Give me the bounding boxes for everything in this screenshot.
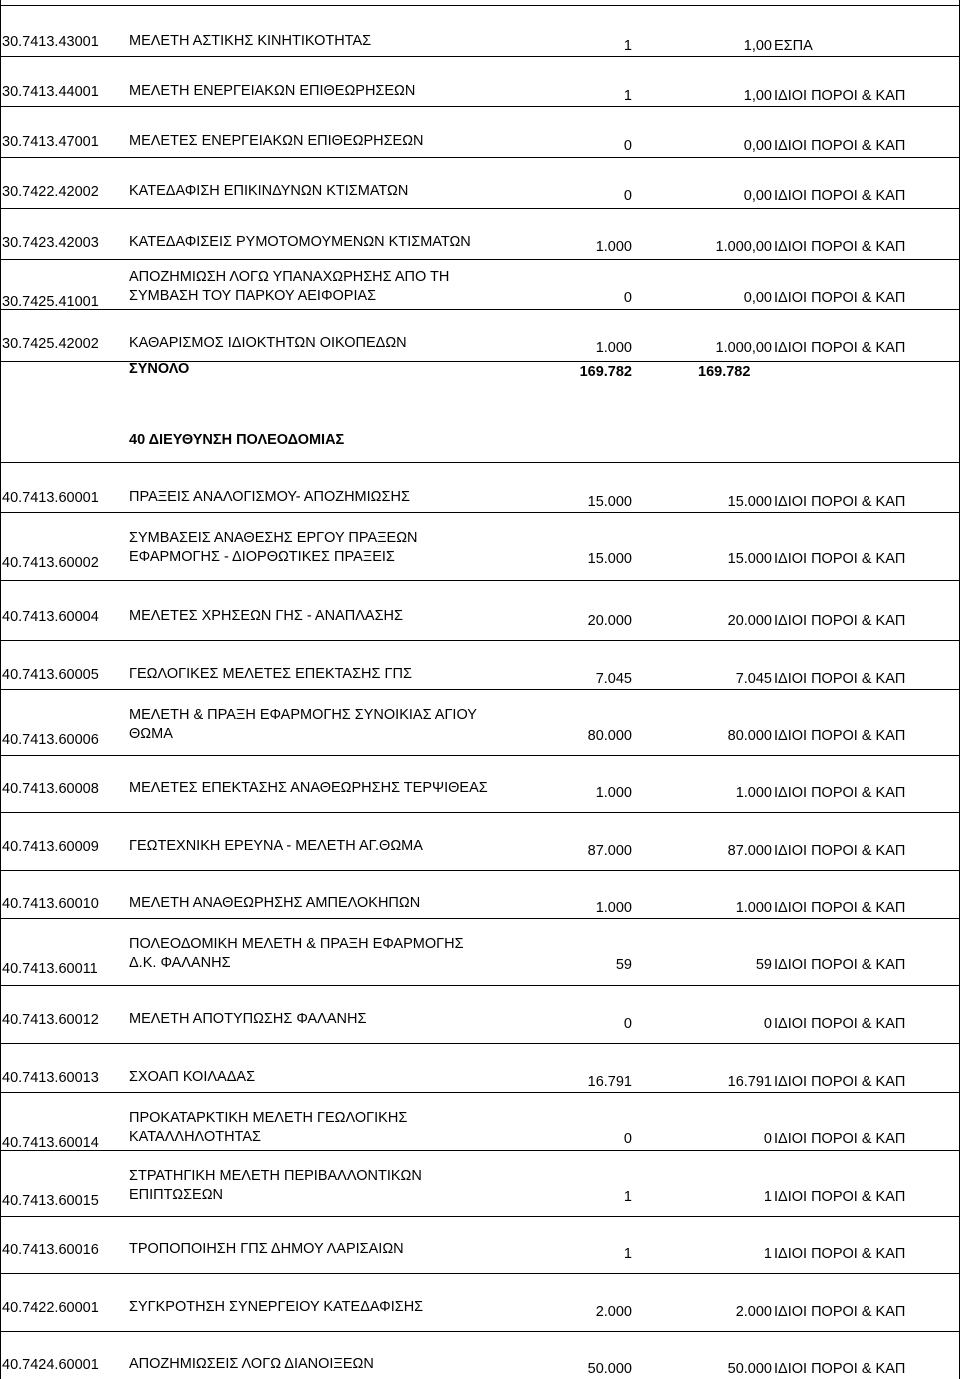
row-divider — [0, 1273, 960, 1274]
amount-2: 20.000 — [727, 613, 772, 629]
funding-source: ΙΔΙΟΙ ΠΟΡΟΙ & ΚΑΠ — [774, 239, 906, 255]
funding-source: ΙΔΙΟΙ ΠΟΡΟΙ & ΚΑΠ — [774, 290, 906, 306]
row-divider — [0, 918, 960, 919]
funding-source: ΙΔΙΟΙ ΠΟΡΟΙ & ΚΑΠ — [774, 613, 906, 629]
description: ΚΑΤΕΔΑΦΙΣΕΙΣ ΡΥΜΟΤΟΜΟΥΜΕΝΩΝ ΚΤΙΣΜΑΤΩΝ — [129, 234, 471, 250]
amount-2: 15.000 — [727, 551, 772, 567]
amount-2: 0,00 — [743, 290, 772, 306]
funding-source: ΙΔΙΟΙ ΠΟΡΟΙ & ΚΑΠ — [774, 494, 906, 510]
funding-source: ΙΔΙΟΙ ΠΟΡΟΙ & ΚΑΠ — [774, 1361, 906, 1377]
amount-1: 1.000 — [595, 900, 632, 916]
total-value-2: 169.782 — [698, 364, 751, 380]
amount-2: 1 — [763, 1189, 772, 1205]
amount-2: 1.000,00 — [715, 239, 772, 255]
amount-2: 0 — [763, 1131, 772, 1147]
account-code: 40.7413.60011 — [2, 961, 98, 977]
row-divider — [0, 157, 960, 158]
amount-1: 1.000 — [595, 239, 632, 255]
description: ΤΡΟΠΟΠΟΙΗΣΗ ΓΠΣ ΔΗΜΟΥ ΛΑΡΙΣΑΙΩΝ — [129, 1241, 404, 1257]
description: ΜΕΛΕΤΕΣ ΧΡΗΣΕΩΝ ΓΗΣ - ΑΝΑΠΛΑΣΗΣ — [129, 608, 403, 624]
account-code: 30.7425.42002 — [2, 336, 99, 352]
funding-source: ΙΔΙΟΙ ΠΟΡΟΙ & ΚΑΠ — [774, 340, 906, 356]
amount-1: 2.000 — [595, 1304, 632, 1320]
row-divider — [0, 309, 960, 310]
description: ΣΥΜΒΑΣΗ ΤΟΥ ΠΑΡΚΟΥ ΑΕΙΦΟΡΙΑΣ — [129, 288, 377, 304]
description: ΣΧΟΑΠ ΚΟΙΛΑΔΑΣ — [129, 1069, 256, 1085]
funding-source: ΙΔΙΟΙ ΠΟΡΟΙ & ΚΑΠ — [774, 843, 906, 859]
account-code: 40.7413.60010 — [2, 896, 99, 912]
funding-source: ΙΔΙΟΙ ΠΟΡΟΙ & ΚΑΠ — [774, 1304, 906, 1320]
total-label: ΣΥΝΟΛΟ — [129, 361, 190, 377]
description: ΠΡΑΞΕΙΣ ΑΝΑΛΟΓΙΣΜΟΥ- ΑΠΟΖΗΜΙΩΣΗΣ — [129, 489, 410, 505]
amount-1: 80.000 — [587, 728, 632, 744]
amount-2: 15.000 — [727, 494, 772, 510]
description: ΚΑΤΑΛΛΗΛΟΤΗΤΑΣ — [129, 1129, 261, 1145]
section-2-title: 40 ΔΙΕΥΘΥΝΣΗ ΠΟΛΕΟΔΟΜΙΑΣ — [129, 432, 345, 448]
description: ΕΦΑΡΜΟΓΗΣ - ΔΙΟΡΘΩΤΙΚΕΣ ΠΡΑΞΕΙΣ — [129, 549, 395, 565]
description: ΠΡΟΚΑΤΑΡΚΤΙΚΗ ΜΕΛΕΤΗ ΓΕΩΛΟΓΙΚΗΣ — [129, 1110, 408, 1126]
funding-source: ΙΔΙΟΙ ΠΟΡΟΙ & ΚΑΠ — [774, 138, 906, 154]
row-divider — [0, 985, 960, 986]
account-code: 30.7413.43001 — [2, 34, 99, 50]
funding-source: ΙΔΙΟΙ ΠΟΡΟΙ & ΚΑΠ — [774, 1016, 906, 1032]
amount-1: 87.000 — [587, 843, 632, 859]
description: ΚΑΤΕΔΑΦΙΣΗ ΕΠΙΚΙΝΔΥΝΩΝ ΚΤΙΣΜΑΤΩΝ — [129, 183, 409, 199]
amount-1: 1.000 — [595, 785, 632, 801]
row-divider — [0, 512, 960, 513]
amount-2: 1,00 — [743, 38, 772, 54]
description: ΜΕΛΕΤΕΣ ΕΝΕΡΓΕΙΑΚΩΝ ΕΠΙΘΕΩΡΗΣΕΩΝ — [129, 133, 424, 149]
description: ΑΠΟΖΗΜΙΩΣΕΙΣ ΛΟΓΩ ΔΙΑΝΟΙΞΕΩΝ — [129, 1356, 374, 1372]
amount-2: 16.791 — [727, 1074, 772, 1090]
funding-source: ΙΔΙΟΙ ΠΟΡΟΙ & ΚΑΠ — [774, 671, 906, 687]
amount-1: 50.000 — [587, 1361, 632, 1377]
row-divider — [0, 106, 960, 107]
row-divider — [0, 5, 960, 6]
description: ΑΠΟΖΗΜΙΩΣΗ ΛΟΓΩ ΥΠΑΝΑΧΩΡΗΣΗΣ ΑΠΟ ΤΗ — [129, 269, 450, 285]
funding-source: ΙΔΙΟΙ ΠΟΡΟΙ & ΚΑΠ — [774, 900, 906, 916]
row-divider — [0, 1331, 960, 1332]
amount-2: 1.000,00 — [715, 340, 772, 356]
account-code: 40.7413.60004 — [2, 609, 99, 625]
description: ΘΩΜΑ — [129, 726, 173, 742]
row-divider — [0, 755, 960, 756]
amount-1: 0 — [623, 1016, 632, 1032]
row-divider — [0, 1150, 960, 1151]
account-code: 40.7413.60013 — [2, 1070, 99, 1086]
amount-1: 0 — [623, 1131, 632, 1147]
amount-1: 1 — [623, 38, 632, 54]
amount-2: 7.045 — [735, 671, 772, 687]
account-code: 40.7413.60001 — [2, 490, 99, 506]
amount-1: 1 — [623, 1189, 632, 1205]
amount-2: 80.000 — [727, 728, 772, 744]
funding-source: ΕΣΠΑ — [774, 38, 813, 54]
amount-2: 1.000 — [735, 785, 772, 801]
amount-2: 87.000 — [727, 843, 772, 859]
description: ΜΕΛΕΤΗ ΑΝΑΘΕΩΡΗΣΗΣ ΑΜΠΕΛΟΚΗΠΩΝ — [129, 895, 421, 911]
amount-1: 20.000 — [587, 613, 632, 629]
account-code: 40.7422.60001 — [2, 1300, 99, 1316]
description: ΚΑΘΑΡΙΣΜΟΣ ΙΔΙΟΚΤΗΤΩΝ ΟΙΚΟΠΕΔΩΝ — [129, 335, 407, 351]
account-code: 40.7413.60015 — [2, 1193, 99, 1209]
row-divider — [0, 208, 960, 209]
amount-1: 0 — [623, 188, 632, 204]
description: ΣΥΓΚΡΟΤΗΣΗ ΣΥΝΕΡΓΕΙΟΥ ΚΑΤΕΔΑΦΙΣΗΣ — [129, 1299, 424, 1315]
amount-1: 16.791 — [587, 1074, 632, 1090]
row-divider — [0, 462, 960, 463]
funding-source: ΙΔΙΟΙ ΠΟΡΟΙ & ΚΑΠ — [774, 957, 906, 973]
amount-1: 15.000 — [587, 494, 632, 510]
amount-1: 0 — [623, 290, 632, 306]
amount-1: 7.045 — [595, 671, 632, 687]
account-code: 40.7413.60008 — [2, 781, 99, 797]
description: ΜΕΛΕΤΗ ΕΝΕΡΓΕΙΑΚΩΝ ΕΠΙΘΕΩΡΗΣΕΩΝ — [129, 83, 416, 99]
amount-1: 1.000 — [595, 340, 632, 356]
amount-1: 0 — [623, 138, 632, 154]
description: ΣΤΡΑΤΗΓΙΚΗ ΜΕΛΕΤΗ ΠΕΡΙΒΑΛΛΟΝΤΙΚΩΝ — [129, 1168, 422, 1184]
funding-source: ΙΔΙΟΙ ΠΟΡΟΙ & ΚΑΠ — [774, 188, 906, 204]
account-code: 40.7413.60005 — [2, 667, 99, 683]
account-code: 30.7423.42003 — [2, 235, 99, 251]
funding-source: ΙΔΙΟΙ ΠΟΡΟΙ & ΚΑΠ — [774, 1189, 906, 1205]
amount-2: 1,00 — [743, 88, 772, 104]
row-divider — [0, 259, 960, 260]
funding-source: ΙΔΙΟΙ ΠΟΡΟΙ & ΚΑΠ — [774, 728, 906, 744]
amount-1: 15.000 — [587, 551, 632, 567]
row-divider — [0, 870, 960, 871]
account-code: 40.7413.60016 — [2, 1242, 99, 1258]
description: ΜΕΛΕΤΗ ΑΠΟΤΥΠΩΣΗΣ ΦΑΛΑΝΗΣ — [129, 1011, 367, 1027]
amount-2: 2.000 — [735, 1304, 772, 1320]
total-value-1: 169.782 — [579, 364, 632, 380]
account-code: 30.7422.42002 — [2, 184, 99, 200]
row-divider — [0, 812, 960, 813]
row-divider — [0, 689, 960, 690]
description: ΠΟΛΕΟΔΟΜΙΚΗ ΜΕΛΕΤΗ & ΠΡΑΞΗ ΕΦΑΡΜΟΓΗΣ — [129, 936, 464, 952]
amount-2: 0,00 — [743, 138, 772, 154]
account-code: 40.7413.60002 — [2, 555, 99, 571]
funding-source: ΙΔΙΟΙ ΠΟΡΟΙ & ΚΑΠ — [774, 1246, 906, 1262]
account-code: 30.7413.44001 — [2, 84, 99, 100]
amount-2: 1 — [763, 1246, 772, 1262]
description: ΓΕΩΤΕΧΝΙΚΗ ΕΡΕΥΝΑ - ΜΕΛΕΤΗ ΑΓ.ΘΩΜΑ — [129, 838, 423, 854]
funding-source: ΙΔΙΟΙ ΠΟΡΟΙ & ΚΑΠ — [774, 551, 906, 567]
amount-1: 1 — [623, 1246, 632, 1262]
funding-source: ΙΔΙΟΙ ΠΟΡΟΙ & ΚΑΠ — [774, 1074, 906, 1090]
amount-2: 59 — [755, 957, 772, 973]
account-code: 40.7413.60014 — [2, 1135, 99, 1151]
account-code: 40.7413.60006 — [2, 732, 99, 748]
description: ΕΠΙΠΤΩΣΕΩΝ — [129, 1187, 224, 1203]
amount-2: 50.000 — [727, 1361, 772, 1377]
row-divider — [0, 580, 960, 581]
amount-2: 1.000 — [735, 900, 772, 916]
funding-source: ΙΔΙΟΙ ΠΟΡΟΙ & ΚΑΠ — [774, 1131, 906, 1147]
row-divider — [0, 56, 960, 57]
description: ΜΕΛΕΤΕΣ ΕΠΕΚΤΑΣΗΣ ΑΝΑΘΕΩΡΗΣΗΣ ΤΕΡΨΙΘΕΑΣ — [129, 780, 488, 796]
amount-2: 0 — [763, 1016, 772, 1032]
account-code: 40.7424.60001 — [2, 1357, 99, 1373]
account-code: 30.7425.41001 — [2, 294, 99, 310]
row-divider — [0, 1092, 960, 1093]
amount-1: 1 — [623, 88, 632, 104]
funding-source: ΙΔΙΟΙ ΠΟΡΟΙ & ΚΑΠ — [774, 785, 906, 801]
row-divider — [0, 1043, 960, 1044]
description: ΓΕΩΛΟΓΙΚΕΣ ΜΕΛΕΤΕΣ ΕΠΕΚΤΑΣΗΣ ΓΠΣ — [129, 666, 412, 682]
account-code: 40.7413.60012 — [2, 1012, 99, 1028]
row-divider — [0, 640, 960, 641]
account-code: 30.7413.47001 — [2, 134, 99, 150]
row-divider — [0, 1216, 960, 1217]
description: ΜΕΛΕΤΗ ΑΣΤΙΚΗΣ ΚΙΝΗΤΙΚΟΤΗΤΑΣ — [129, 33, 372, 49]
amount-2: 0,00 — [743, 188, 772, 204]
account-code: 40.7413.60009 — [2, 839, 99, 855]
amount-1: 59 — [615, 957, 632, 973]
description: ΜΕΛΕΤΗ & ΠΡΑΞΗ ΕΦΑΡΜΟΓΗΣ ΣΥΝΟΙΚΙΑΣ ΑΓΙΟΥ — [129, 707, 477, 723]
funding-source: ΙΔΙΟΙ ΠΟΡΟΙ & ΚΑΠ — [774, 88, 906, 104]
description: Δ.Κ. ΦΑΛΑΝΗΣ — [129, 955, 231, 971]
description: ΣΥΜΒΑΣΕΙΣ ΑΝΑΘΕΣΗΣ ΕΡΓΟΥ ΠΡΑΞΕΩΝ — [129, 530, 418, 546]
